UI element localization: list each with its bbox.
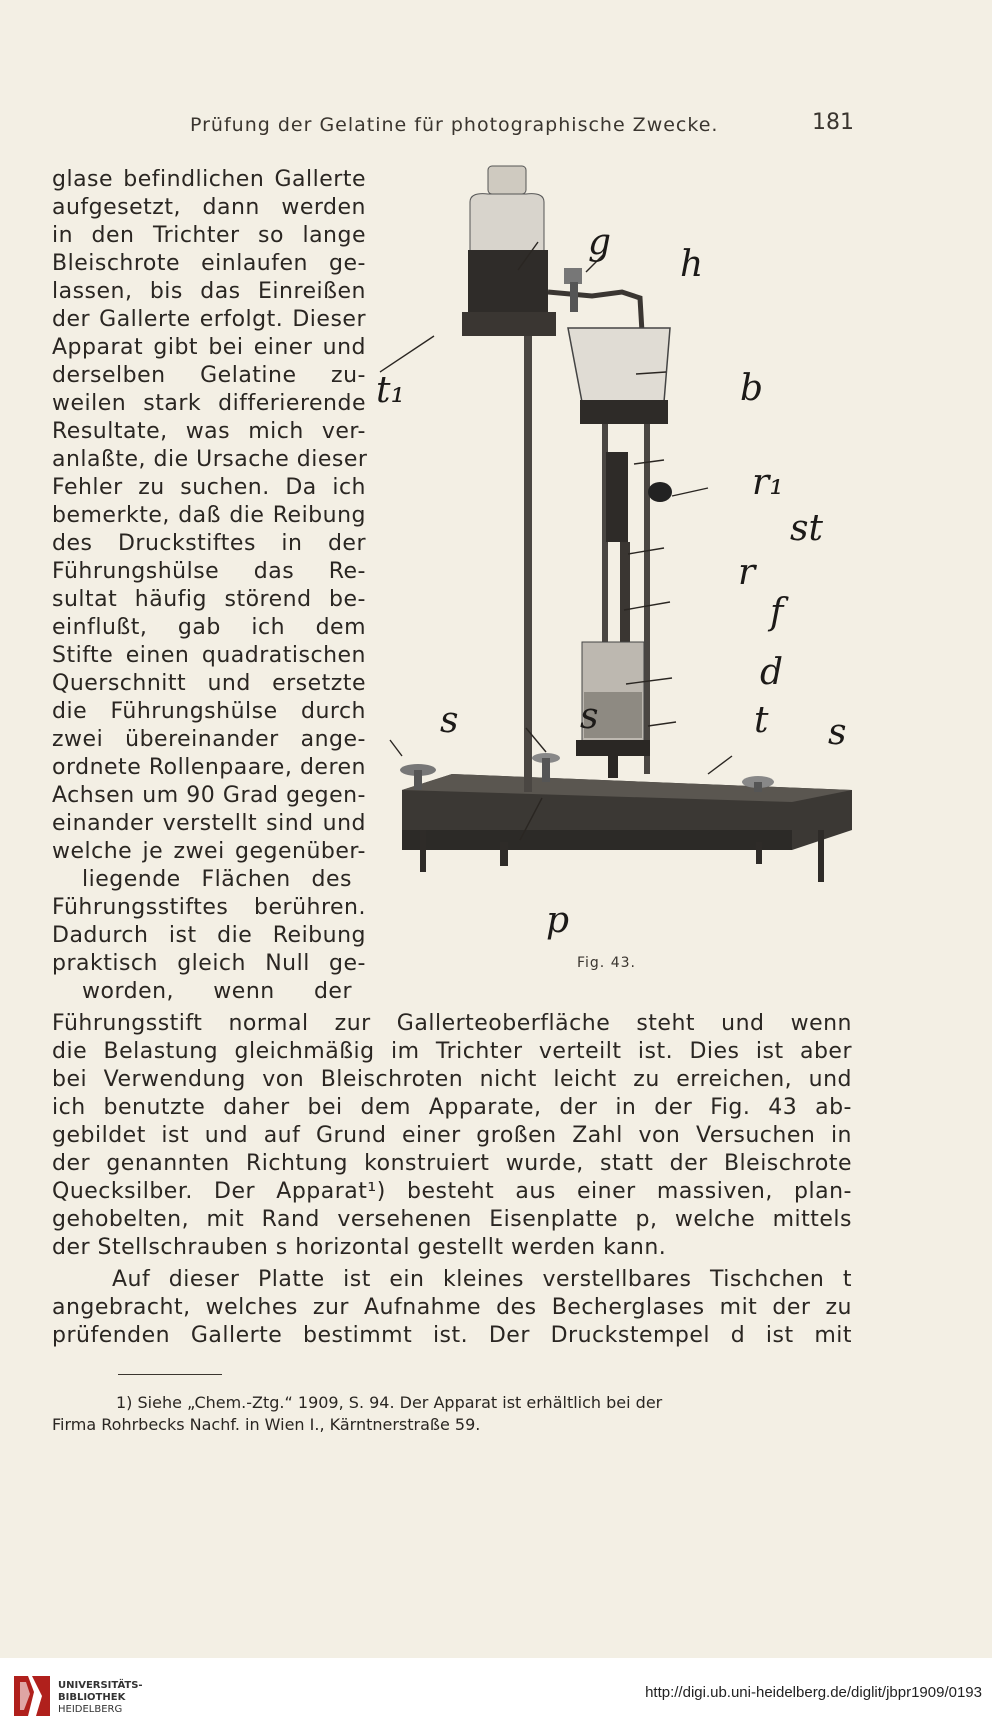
figure-label-d: d bbox=[760, 652, 784, 693]
figure-label-s-left: s bbox=[440, 700, 459, 741]
text-line: in den Trichter so lange bbox=[52, 223, 366, 248]
library-name-line: BIBLIOTHEK bbox=[58, 1692, 126, 1703]
text-line: sultat häufig störend be- bbox=[52, 587, 366, 612]
text-line: derselben Gelatine zu- bbox=[52, 363, 366, 388]
text-line: zwei übereinander ange- bbox=[52, 727, 366, 752]
text-line: glase befindlichen Gallerte bbox=[52, 167, 366, 192]
figure-caption: Fig. 43. bbox=[577, 955, 636, 971]
text-line: der genannten Richtung konstruiert wurde, statt der Bleischrote bbox=[52, 1151, 852, 1176]
text-line: gebildet ist und auf Grund einer großen Zahl von Versuchen in bbox=[52, 1123, 852, 1148]
library-name bbox=[58, 1680, 143, 1716]
footnote-line: 1) Siehe „Chem.-Ztg.“ 1909, S. 94. Der Apparat ist erhältlich bei der bbox=[116, 1393, 663, 1412]
text-line: Führungsstiftes berühren. bbox=[52, 895, 366, 920]
text-line: worden, wenn der bbox=[82, 979, 352, 1004]
text-line: Resultate, was mich ver- bbox=[52, 419, 366, 444]
page-number: 181 bbox=[812, 110, 854, 135]
text-line: Achsen um 90 Grad gegen- bbox=[52, 783, 366, 808]
text-line: Apparat gibt bei einer und bbox=[52, 335, 366, 360]
text-line: des Druckstiftes in der bbox=[52, 531, 366, 556]
text-line: bei Verwendung von Bleischroten nicht leicht zu erreichen, und bbox=[52, 1067, 852, 1092]
figure-label-g: g bbox=[588, 222, 612, 263]
figure-label-s-right: s bbox=[828, 712, 847, 753]
text-line: liegende Flächen des bbox=[82, 867, 352, 892]
figure-label-f: f bbox=[770, 592, 784, 633]
viewer-footer bbox=[0, 1658, 992, 1731]
source-url-link[interactable]: http://digi.ub.uni-heidelberg.de/diglit/jbpr1909/0193 bbox=[645, 1684, 982, 1701]
text-line: weilen stark differierende bbox=[52, 391, 366, 416]
text-line: Fehler zu suchen. Da ich bbox=[52, 475, 366, 500]
text-line: praktisch gleich Null ge- bbox=[52, 951, 366, 976]
text-line: lassen, bis das Einreißen bbox=[52, 279, 366, 304]
text-line: einflußt, gab ich dem bbox=[52, 615, 366, 640]
figure-label-h: h bbox=[680, 244, 704, 285]
figure-label-p: p bbox=[546, 900, 570, 941]
figure-label-r: r bbox=[738, 552, 756, 593]
figure-label-st: st bbox=[790, 508, 823, 549]
library-logo-icon bbox=[10, 1672, 54, 1720]
apparatus-figure bbox=[372, 162, 856, 902]
text-line: ordnete Rollenpaare, deren bbox=[52, 755, 366, 780]
text-line: Stifte einen quadratischen bbox=[52, 643, 366, 668]
text-line: die Belastung gleichmäßig im Trichter verteilt ist. Dies ist aber bbox=[52, 1039, 852, 1064]
figure-label-t: t bbox=[754, 700, 769, 741]
text-line: bemerkte, daß die Reibung bbox=[52, 503, 366, 528]
text-line: aufgesetzt, dann werden bbox=[52, 195, 366, 220]
text-line: gehobelten, mit Rand versehenen Eisenplatte p, welche mittels bbox=[52, 1207, 852, 1232]
library-name-line: HEIDELBERG bbox=[58, 1704, 123, 1715]
text-line: welche je zwei gegenüber- bbox=[52, 839, 366, 864]
figure-label-t1: t₁ bbox=[376, 370, 405, 411]
text-line: Querschnitt und ersetzte bbox=[52, 671, 366, 696]
footnote-divider bbox=[118, 1374, 222, 1375]
text-line: angebracht, welches zur Aufnahme des Becherglases mit der zu bbox=[52, 1295, 852, 1320]
text-line: prüfenden Gallerte bestimmt ist. Der Druckstempel d ist mit bbox=[52, 1323, 852, 1348]
text-line: Führungshülse das Re- bbox=[52, 559, 366, 584]
text-line: ich benutzte daher bei dem Apparate, der in der Fig. 43 ab- bbox=[52, 1095, 852, 1120]
text-line: Auf dieser Platte ist ein kleines verstellbares Tischchen t bbox=[112, 1267, 852, 1292]
text-line: die Führungshülse durch bbox=[52, 699, 366, 724]
text-line: der Stellschrauben s horizontal gestellt werden kann. bbox=[52, 1235, 667, 1260]
running-head: Prüfung der Gelatine für photographische Zwecke. bbox=[190, 114, 719, 136]
text-line: Quecksilber. Der Apparat¹) besteht aus einer massiven, plan- bbox=[52, 1179, 852, 1204]
library-name-line: UNIVERSITÄTS- bbox=[58, 1680, 143, 1691]
text-line: anlaßte, die Ursache dieser bbox=[52, 447, 368, 472]
text-line: Führungsstift normal zur Gallerteoberfläche steht und wenn bbox=[52, 1011, 852, 1036]
text-line: Bleischrote einlaufen ge- bbox=[52, 251, 366, 276]
text-line: einander verstellt sind und bbox=[52, 811, 366, 836]
figure-label-r1: r₁ bbox=[752, 462, 784, 503]
text-line: der Gallerte erfolgt. Dieser bbox=[52, 307, 366, 332]
footnote-line: Firma Rohrbecks Nachf. in Wien I., Kärntnerstraße 59. bbox=[52, 1415, 481, 1434]
text-line: Dadurch ist die Reibung bbox=[52, 923, 366, 948]
figure-label-b: b bbox=[740, 368, 764, 409]
figure-label-s-middle: s bbox=[580, 696, 599, 737]
